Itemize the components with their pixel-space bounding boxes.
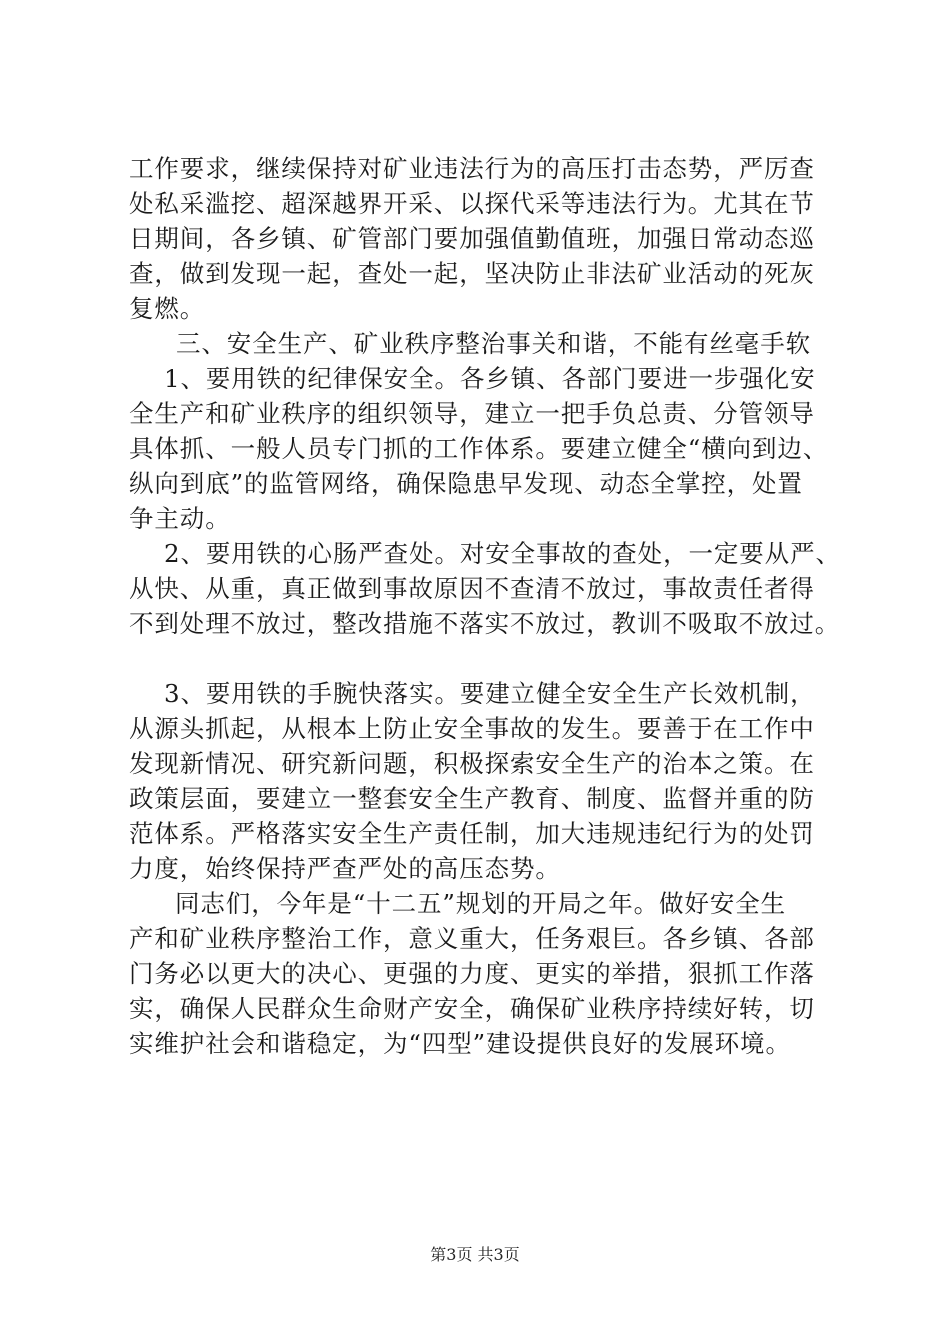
text-line: 工作要求，继续保持对矿业违法行为的高压打击态势，严厉查	[129, 154, 815, 183]
text-line: 1、要用铁的纪律保安全。各乡镇、各部门要进一步强化安	[164, 364, 816, 393]
text-line: 争主动。	[129, 504, 231, 533]
text-line: 不到处理不放过，整改措施不落实不放过，教训不吸取不放过。	[129, 609, 841, 638]
paragraph-gap	[129, 641, 851, 676]
body-text	[129, 151, 851, 1061]
text-line: 实维护社会和谐稳定，为“四型”建设提供良好的发展环境。	[129, 1029, 791, 1058]
text-line: 范体系。严格落实安全生产责任制，加大违规违纪行为的处罚	[129, 819, 815, 848]
text-line: 全生产和矿业秩序的组织领导，建立一把手负总责、分管领导	[129, 399, 815, 428]
section-heading: 三、安全生产、矿业秩序整治事关和谐，不能有丝毫手软	[176, 329, 811, 358]
text-line: 纵向到底”的监管网络，确保隐患早发现、动态全掌控，处置	[129, 469, 803, 498]
text-line: 查，做到发现一起，查处一起，坚决防止非法矿业活动的死灰	[129, 259, 815, 288]
text-line: 产和矿业秩序整治工作，意义重大，任务艰巨。各乡镇、各部	[129, 924, 815, 953]
text-line: 从源头抓起，从根本上防止安全事故的发生。要善于在工作中	[129, 714, 815, 743]
text-line: 政策层面，要建立一整套安全生产教育、制度、监督并重的防	[129, 784, 815, 813]
text-line: 2、要用铁的心肠严查处。对安全事故的查处，一定要从严、	[164, 539, 841, 568]
page-number-footer: 第3页 共3页	[430, 1245, 520, 1264]
text-line: 具体抓、一般人员专门抓的工作体系。要建立健全“横向到边、	[129, 434, 829, 463]
text-line: 力度，始终保持严查严处的高压态势。	[129, 854, 561, 883]
text-line: 复燃。	[129, 294, 206, 323]
text-line: 从快、从重，真正做到事故原因不查清不放过，事故责任者得	[129, 574, 815, 603]
text-line: 处私采滥挖、超深越界开采、以探代采等违法行为。尤其在节	[129, 189, 815, 218]
text-line: 同志们，今年是“十二五”规划的开局之年。做好安全生	[175, 889, 787, 918]
text-line: 日期间，各乡镇、矿管部门要加强值勤值班，加强日常动态巡	[129, 224, 815, 253]
text-line: 门务必以更大的决心、更强的力度、更实的举措，狠抓工作落	[129, 959, 815, 988]
text-line: 实，确保人民群众生命财产安全，确保矿业秩序持续好转，切	[129, 994, 815, 1023]
text-line: 3、要用铁的手腕快落实。要建立健全安全生产长效机制，	[164, 679, 816, 708]
text-line: 发现新情况、研究新问题，积极探索安全生产的治本之策。在	[129, 749, 815, 778]
